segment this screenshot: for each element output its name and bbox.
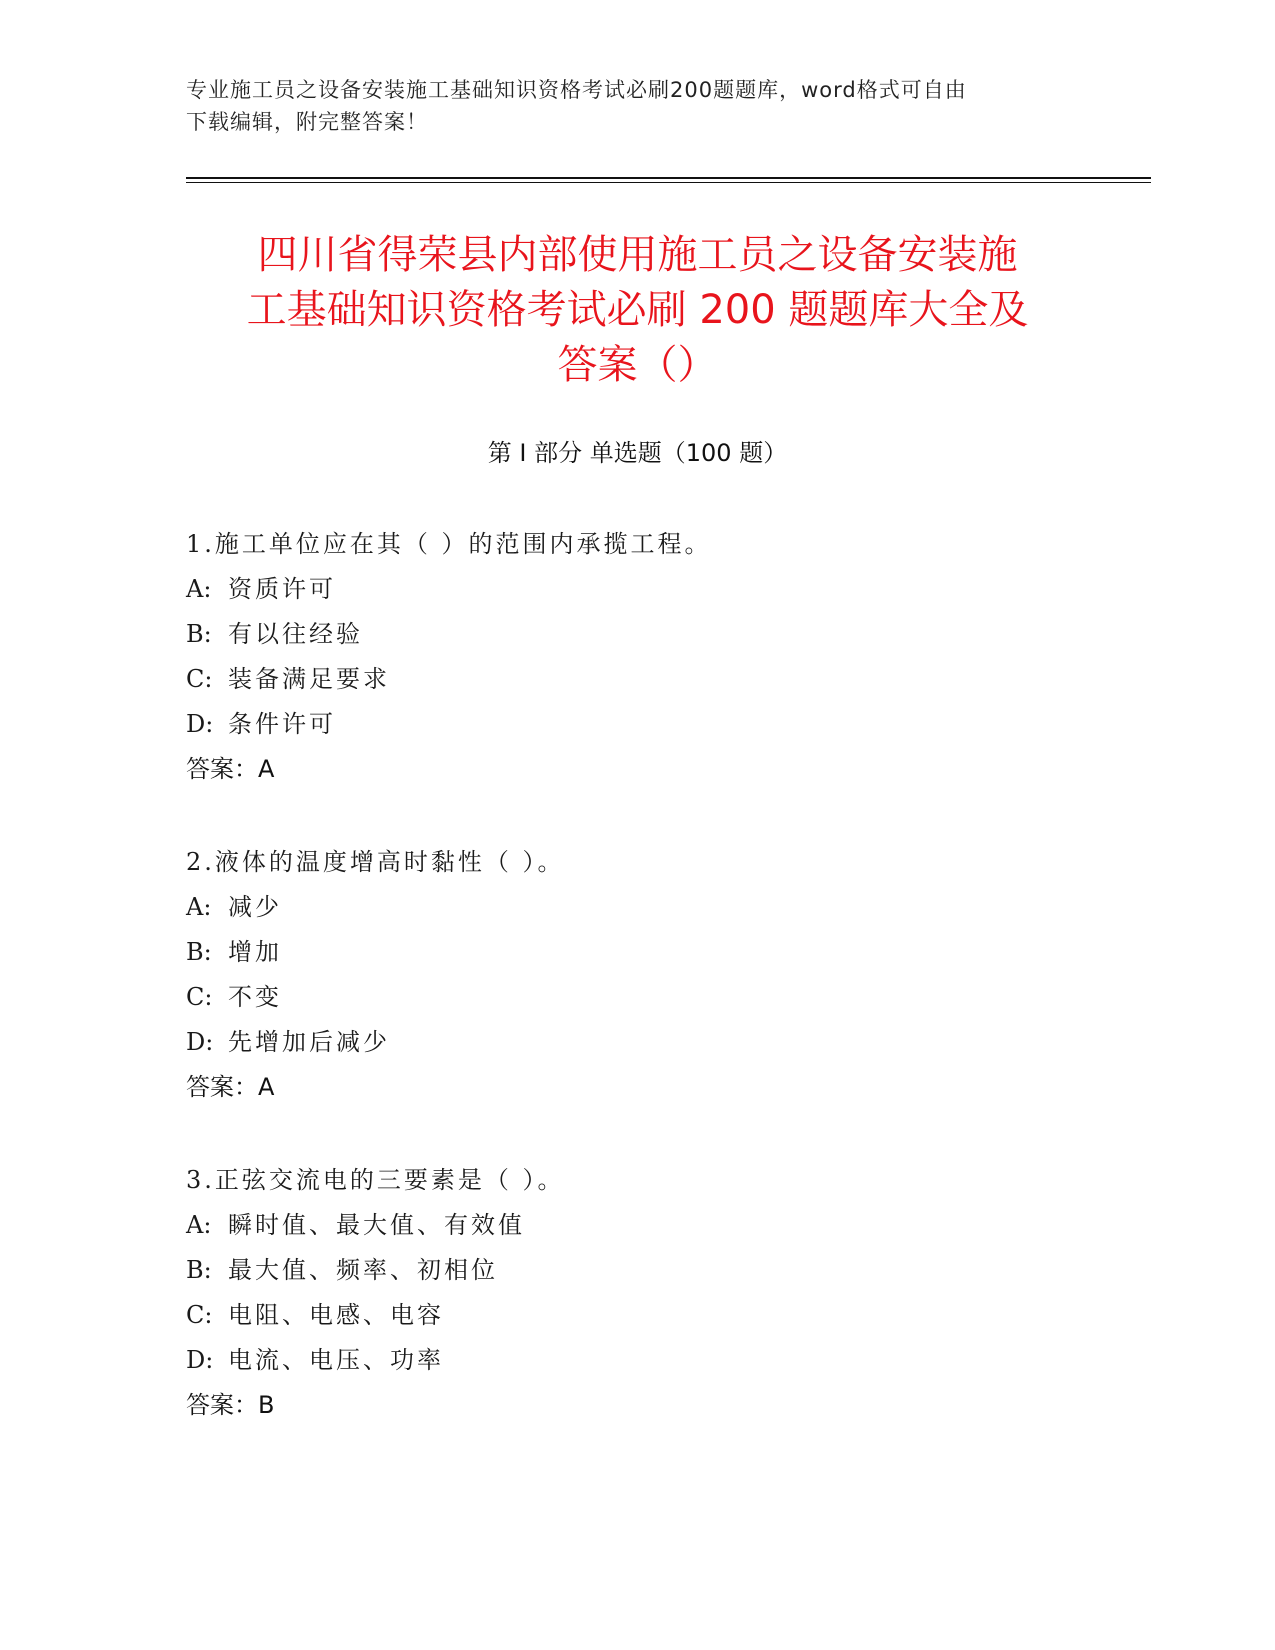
answer-line: 答案：A: [186, 755, 275, 783]
option-letter: D:: [186, 1028, 214, 1056]
title-line-2: 工基础知识资格考试必刷 200 题题库大全及: [246, 287, 1029, 333]
section-heading: 第 I 部分 单选题（100 题）: [487, 439, 788, 467]
option-letter: C:: [186, 983, 213, 1011]
option-text: 先增加后减少: [228, 1028, 390, 1056]
question-stem: 1.施工单位应在其（ ）的范围内承揽工程。: [186, 530, 712, 558]
option-b: [186, 1248, 1086, 1293]
option-letter: A:: [186, 575, 212, 603]
header-note: [186, 74, 1066, 138]
question-block: [186, 522, 1086, 792]
option-a: [186, 1203, 1086, 1248]
option-letter: A:: [186, 893, 212, 921]
option-text: 最大值、频率、初相位: [228, 1256, 498, 1284]
option-text: 有以往经验: [228, 620, 363, 648]
option-text: 电阻、电感、电容: [228, 1301, 444, 1329]
option-letter: D:: [186, 710, 214, 738]
option-d: [186, 1020, 1086, 1065]
header-divider-thin: [186, 182, 1151, 183]
header-note-line-1: 专业施工员之设备安装施工基础知识资格考试必刷200题题库，word格式可自由: [186, 78, 967, 102]
option-letter: B:: [186, 938, 212, 966]
option-b: [186, 612, 1086, 657]
option-text: 资质许可: [228, 575, 336, 603]
title-line-1: 四川省得荣县内部使用施工员之设备安装施: [257, 232, 1018, 278]
header-note-line-2: 下载编辑，附完整答案！: [186, 110, 428, 134]
option-letter: A:: [186, 1211, 212, 1239]
option-text: 减少: [228, 893, 282, 921]
answer-line: 答案：A: [186, 1073, 275, 1101]
option-a: [186, 567, 1086, 612]
title-line-3: 答案（）: [557, 342, 718, 388]
option-letter: D:: [186, 1346, 214, 1374]
option-text: 瞬时值、最大值、有效值: [228, 1211, 525, 1239]
option-a: [186, 885, 1086, 930]
option-c: [186, 975, 1086, 1020]
option-letter: B:: [186, 620, 212, 648]
option-text: 条件许可: [228, 710, 336, 738]
option-text: 电流、电压、功率: [228, 1346, 444, 1374]
question-stem: 3.正弦交流电的三要素是（ ）。: [186, 1166, 565, 1194]
option-letter: B:: [186, 1256, 212, 1284]
question-block: [186, 1158, 1086, 1428]
option-c: [186, 657, 1086, 702]
question-stem: 2.液体的温度增高时黏性（ ）。: [186, 848, 565, 876]
header-divider-thick: [186, 177, 1151, 179]
option-letter: C:: [186, 665, 213, 693]
option-letter: C:: [186, 1301, 213, 1329]
option-c: [186, 1293, 1086, 1338]
option-text: 增加: [228, 938, 282, 966]
option-text: 装备满足要求: [228, 665, 390, 693]
question-block: [186, 840, 1086, 1110]
option-text: 不变: [228, 983, 282, 1011]
document-title: [186, 228, 1089, 393]
answer-line: 答案：B: [186, 1391, 275, 1419]
option-b: [186, 930, 1086, 975]
option-d: [186, 702, 1086, 747]
option-d: [186, 1338, 1086, 1383]
